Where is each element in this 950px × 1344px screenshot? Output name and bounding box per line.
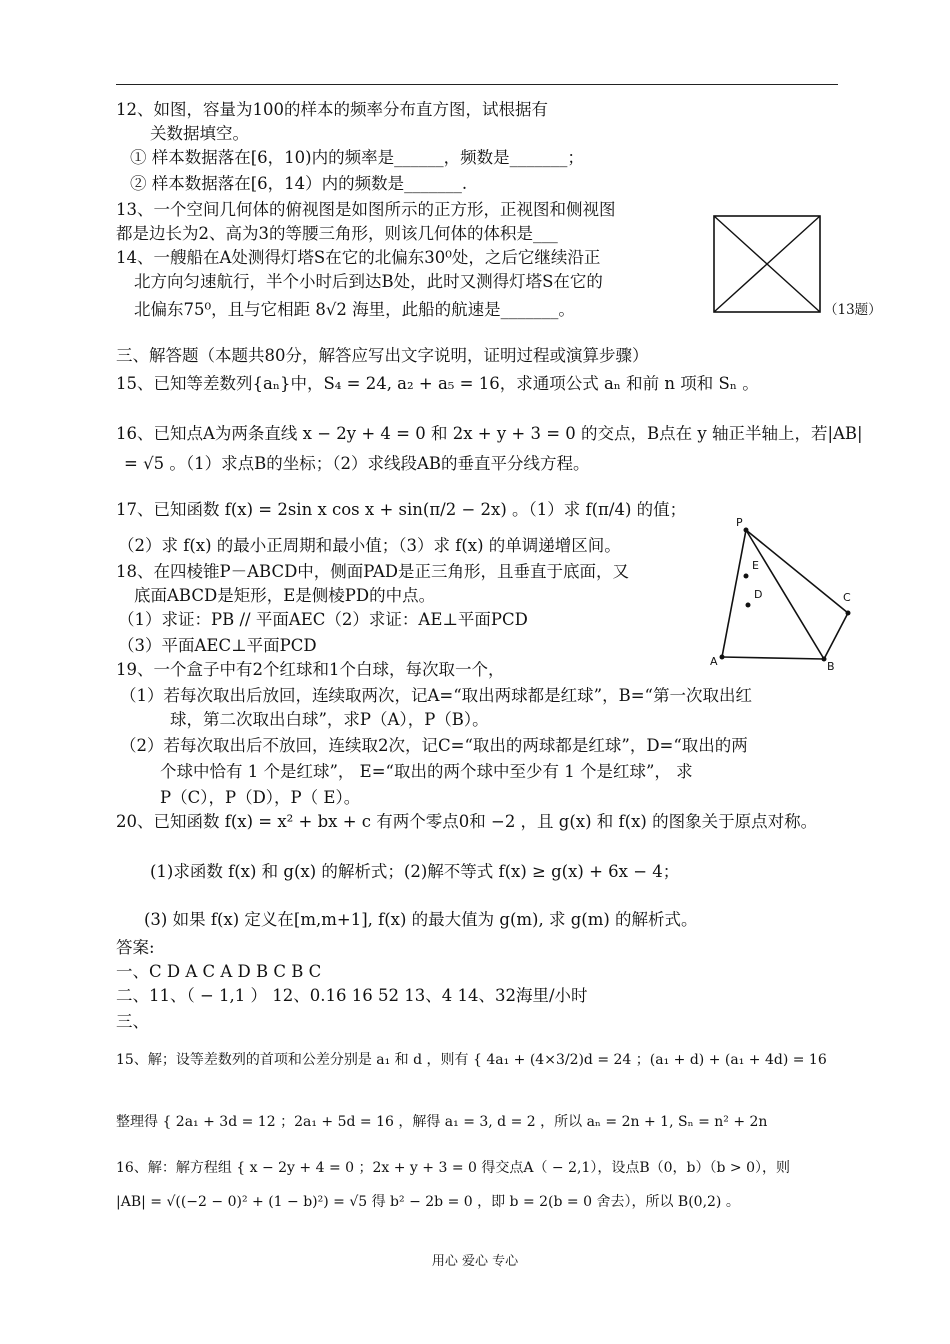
label-A: A — [710, 655, 718, 668]
q17-line1: 17、已知函数 f(x) = 2sin x cos x + sin(π/2 − 2x) 。（1）求 f(π/4) 的值； — [116, 500, 687, 519]
q19-part2-line3: P（C），P（D），P（ E）。 — [160, 788, 361, 807]
label-B: B — [827, 660, 835, 673]
q20-line2: (1)求函数 f(x) 和 g(x) 的解析式；(2)解不等式 f(x) ≥ g(x) + 6x − 4； — [150, 862, 680, 881]
point-E — [744, 574, 749, 579]
section-3-heading: 三、解答题（本题共80分，解答应写出文字说明，证明过程或演算步骤） — [116, 346, 649, 365]
q12-item2: ② 样本数据落在[6，14）内的频数是_______. — [130, 174, 468, 193]
q12-line2: 关数据填空。 — [150, 124, 249, 143]
page-footer: 用心 爱心 专心 — [431, 1254, 519, 1269]
q19-part2-line1: （2）若每次取出后不放回，连续取2次，记C=“取出的两球都是红球”，D=“取出的两 — [120, 736, 748, 755]
edge-AB — [722, 657, 824, 659]
label-E: E — [752, 559, 759, 572]
answers-heading: 答案: — [116, 938, 155, 957]
solution-16-line1: 16、解：解方程组 { x − 2y + 4 = 0 ；2x + y + 3 = 0 得交点A（ − 2,1），设点B（0，b）（b > 0），则 — [116, 1160, 791, 1176]
q14-line2: 北方向匀速航行，半个小时后到达B处，此时又测得灯塔S在它的 — [134, 272, 603, 291]
q18-line2: 底面ABCD是矩形，E是侧棱PD的中点。 — [134, 586, 436, 605]
q20-line1: 20、已知函数 f(x) = x² + bx + c 有两个零点0和 −2 ，且 g(x) 和 f(x) 的图象关于原点对称。 — [116, 812, 818, 831]
vertex-B — [822, 657, 827, 662]
header-rule — [116, 84, 838, 85]
point-D — [746, 603, 751, 608]
q18-pyramid-figure — [700, 510, 870, 680]
edge-BC — [824, 613, 848, 659]
vertex-C — [846, 611, 851, 616]
label-D: D — [754, 588, 763, 601]
q13-line2: 都是边长为2、高为3的等腰三角形，则该几何体的体积是___ — [116, 224, 558, 243]
q19-part1-line2: 球，第二次取出白球”，求P（A），P（B）。 — [170, 710, 489, 729]
q14-line1: 14、一艘船在A处测得灯塔S在它的北偏东30⁰处，之后它继续沿正 — [116, 248, 601, 267]
solution-15-result: 整理得 { 2a₁ + 3d = 12 ；2a₁ + 5d = 16 ，解得 a₁ = 3, d = 2 ，所以 aₙ = 2n + 1, Sₙ = n² + 2n — [116, 1114, 768, 1130]
q13-line1: 13、一个空间几何体的俯视图是如图所示的正方形，正视图和侧视图 — [116, 200, 616, 219]
answers-fill: 二、11、（ − 1,1 ） 12、0.16 16 52 13、4 14、32海里/小时 — [116, 986, 588, 1005]
q19-part2-line2: 个球中恰有 1 个是红球”， E=“取出的两个球中至少有 1 个是红球”， 求 — [160, 762, 693, 781]
q16-line1: 16、已知点A为两条直线 x − 2y + 4 = 0 和 2x + y + 3 = 0 的交点，B点在 y 轴正半轴上，若|AB| — [116, 424, 863, 443]
q19-line1: 19、一个盒子中有2个红球和1个白球，每次取一个， — [116, 660, 505, 679]
q12-line1: 12、如图，容量为100的样本的频率分布直方图，试根据有 — [116, 100, 548, 119]
q12-item1: ① 样本数据落在[6，10)内的频率是______，频数是_______； — [130, 148, 584, 167]
q14-line3: 北偏东75⁰，且与它相距 8√2 海里，此船的航速是_______。 — [134, 300, 575, 319]
solution-16-line2: |AB| = √((−2 − 0)² + (1 − b)²) = √5 得 b² − 2b = 0 ，即 b = 2(b = 0 舍去），所以 B(0,2) 。 — [116, 1194, 740, 1210]
q18-part1-2: （1）求证：PB // 平面AEC（2）求证：AE⊥平面PCD — [118, 610, 528, 629]
q13-figure-caption: （13题） — [824, 302, 882, 318]
q18-line1: 18、在四棱锥P－ABCD中，侧面PAD是正三角形，且垂直于底面，又 — [116, 562, 630, 581]
solution-15: 15、解；设等差数列的首项和公差分别是 a₁ 和 d ，则有 { 4a₁ + (4×3/2)d = 24 ；(a₁ + d) + (a₁ + 4d) = 16 — [116, 1052, 827, 1068]
answers-choice: 一、C D A C A D B C B C — [116, 962, 322, 981]
q20-line3: (3) 如果 f(x) 定义在[m,m+1], f(x) 的最大值为 g(m), 求 g(m) 的解析式。 — [144, 910, 698, 929]
q17-line2: （2）求 f(x) 的最小正周期和最小值；（3）求 f(x) 的单调递增区间。 — [118, 536, 621, 555]
vertex-A — [720, 655, 725, 660]
edge-PA — [722, 530, 746, 657]
q15: 15、已知等差数列{aₙ}中，S₄ = 24, a₂ + a₅ = 16，求通项公式 aₙ 和前 n 项和 Sₙ 。 — [116, 374, 759, 393]
q19-part1-line1: （1）若每次取出后放回，连续取两次，记A=“取出两球都是红球”，B=“第一次取出红 — [120, 686, 752, 705]
label-P: P — [736, 516, 743, 529]
answers-section-3: 三、 — [116, 1012, 149, 1031]
q18-part3: （3）平面AEC⊥平面PCD — [118, 636, 317, 655]
label-C: C — [843, 591, 851, 604]
q16-line2: = √5 。（1）求点B的坐标；（2）求线段AB的垂直平分线方程。 — [124, 454, 590, 473]
q13-square-figure — [712, 214, 822, 314]
vertex-P — [744, 528, 749, 533]
